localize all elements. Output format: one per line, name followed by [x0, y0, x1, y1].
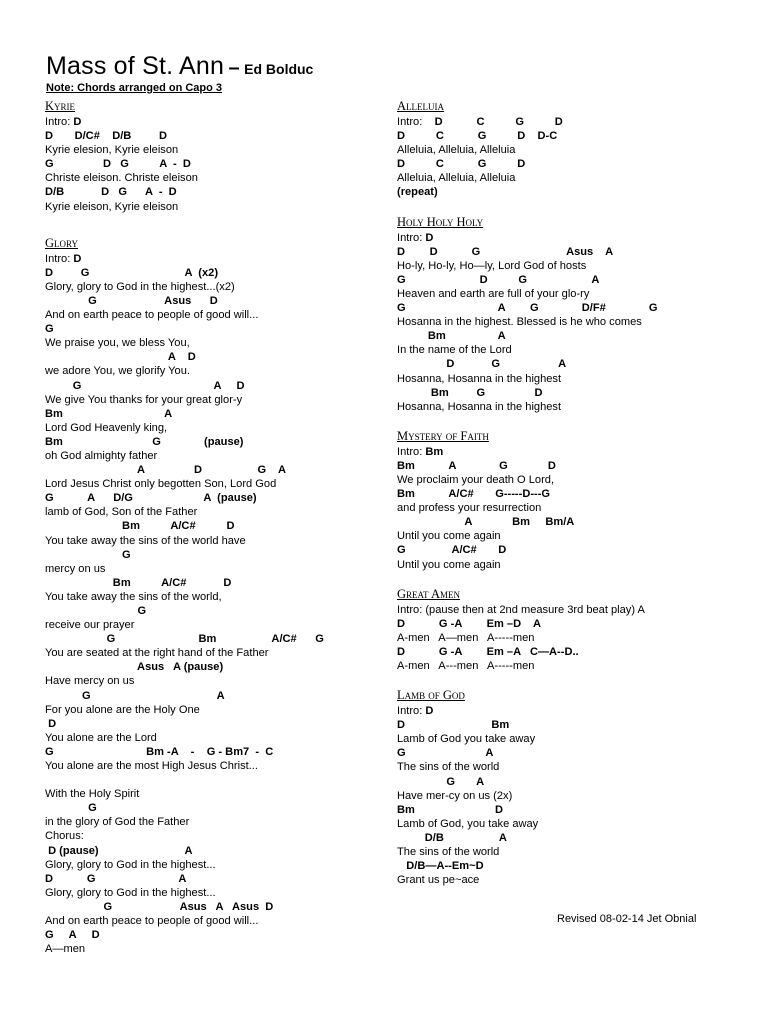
title-dash: – [228, 57, 240, 79]
chord-line: D Bm [397, 719, 510, 732]
kyrie-lines [45, 115, 385, 214]
lyric-line: Christe eleison. Christe eleison [45, 172, 198, 185]
chord-line: G [45, 802, 97, 815]
lyric-line: Hosanna, Hosanna in the highest [397, 372, 562, 385]
amen-lines [397, 617, 757, 673]
intro-chords: D [425, 231, 434, 244]
intro-line: Intro: Bm [397, 445, 444, 458]
lyric-line: And on earth peace to people of good will... [45, 914, 259, 927]
chord-line: G Bm A/C# G [45, 633, 324, 646]
chord-line: D D G Asus A [397, 245, 614, 258]
glory-heading: Glory [45, 235, 79, 250]
lyric-line: With the Holy Spirit [45, 788, 140, 801]
intro-line: Intro: D [45, 252, 82, 265]
lyric-line: lamb of God, Son of the Father [45, 506, 198, 519]
lyric-line: In the name of the Lord [397, 344, 512, 357]
chord-line: Asus A (pause) [45, 661, 224, 674]
chord-line: D/B A [397, 831, 507, 844]
chord-line: G D G A - D [45, 158, 191, 171]
intro-chords: D [73, 116, 82, 128]
chord-line: D (pause) A [45, 844, 193, 857]
lyric-line: You alone are the most High Jesus Christ... [45, 760, 258, 773]
intro-line: Intro: D [397, 705, 434, 718]
lyric-line: You take away the sins of the world have [45, 534, 246, 547]
mystery-section [397, 428, 757, 572]
intro-line: Intro: D [45, 116, 82, 128]
chord-line: D G A (x2) [45, 266, 219, 279]
lyric-line: We praise you, we bless You, [45, 337, 190, 350]
lyric-line: Kyrie eleison, Kyrie eleison [45, 200, 179, 213]
lyric-line: mercy on us [45, 562, 106, 575]
chord-line: A Bm Bm/A [397, 516, 575, 529]
amen-section [397, 586, 757, 673]
lyric-line: The sins of the world [397, 846, 500, 859]
lyric-line: oh God almighty father [45, 449, 158, 462]
lyric-line: Grant us pe~ace [397, 874, 480, 887]
chord-line: D D/C# D/B D [45, 130, 168, 143]
lyric-line: Glory, glory to God in the highest...(x2) [45, 280, 235, 293]
chord-line: G A [45, 689, 225, 702]
chord-line: Bm A/C# D [45, 520, 235, 533]
chord-line: G Asus A Asus D [45, 900, 274, 913]
lyric-line: Until you come again [397, 530, 501, 543]
lyric-line: Chorus: [45, 830, 84, 843]
lyric-line: Glory, glory to God in the highest... [45, 886, 216, 899]
chord-line: D G -A Em –A C—A--D.. [397, 645, 579, 658]
chord-line: D G A [397, 358, 567, 371]
lyric-line: Alleluia, Alleluia, Alleluia [397, 144, 516, 157]
lyric-line: A—men [45, 943, 86, 956]
chord-line: Bm D [397, 803, 504, 816]
mystery-lines [397, 445, 757, 572]
lyric-line: A-men A---men A-----men [397, 660, 535, 672]
lyric-line: You take away the sins of the world, [45, 590, 222, 603]
capo-note: Note: Chords arranged on Capo 3 [46, 82, 223, 94]
kyrie-heading: Kyrie [45, 99, 76, 113]
chord-line: Bm A/C# G-----D---G [397, 488, 551, 501]
lyric-line: Hosanna, Hosanna in the highest [397, 400, 562, 413]
lyric-line: and profess your resurrection [397, 502, 542, 515]
lyric-line: Lamb of God, you take away [397, 817, 539, 830]
lamb-lines [397, 704, 757, 887]
chord-line: D C G D D-C [397, 130, 558, 143]
right-column [397, 98, 757, 887]
intro-chords: D [73, 252, 82, 265]
kyrie-section [45, 98, 385, 214]
amen-heading: Great Amen [397, 586, 460, 601]
chord-line: D [45, 717, 57, 730]
chord-line: Bm A [397, 330, 506, 343]
intro-chords: D C G D [434, 116, 563, 128]
alleluia-section [397, 98, 757, 200]
lyric-line: (repeat) [397, 186, 438, 199]
chord-line: A D [45, 351, 196, 364]
alleluia-lines [397, 115, 757, 200]
lyric-line: Lamb of God you take away [397, 733, 536, 746]
lyric-line: You alone are the Lord [45, 731, 157, 744]
glory-chorus-lines [45, 787, 385, 956]
song-title: Mass of St. Ann [46, 52, 225, 80]
chord-line: Bm A [45, 407, 173, 420]
lyric-line: For you alone are the Holy One [45, 703, 200, 716]
lyric-line: A-men A—men A-----men [397, 631, 535, 644]
lyric-line: Hosanna in the highest. Blessed is he who comes [397, 316, 642, 329]
holy-heading: Holy Holy Holy [397, 214, 484, 229]
title-block [46, 52, 313, 81]
chord-line: D C G D [397, 158, 526, 171]
lyric-line: in the glory of God the Father [45, 816, 190, 829]
chord-line: A D G A [45, 464, 287, 477]
lyric-line: Alleluia, Alleluia, Alleluia [397, 172, 516, 185]
lamb-heading: Lamb of God [397, 688, 465, 703]
chord-line: G [45, 548, 131, 561]
author-name: Ed Bolduc [244, 61, 314, 77]
chord-line: Bm A G D [397, 459, 556, 472]
lyric-line: We proclaim your death O Lord, [397, 473, 555, 486]
lyric-line: Have mer-cy on us (2x) [397, 789, 513, 802]
revision-note: Revised 08-02-14 Jet Obnial [557, 913, 697, 925]
chord-line: G [45, 323, 54, 336]
lyric-line: Ho-ly, Ho-ly, Ho—ly, Lord God of hosts [397, 259, 587, 272]
holy-section [397, 214, 757, 414]
holy-lines [397, 231, 757, 414]
lyric-line: Have mercy on us [45, 675, 135, 688]
amen-intro: Intro: (pause then at 2nd measure 3rd beat play) A [397, 603, 645, 616]
lyric-line: You are seated at the right hand of the Father [45, 647, 269, 660]
chord-line: G A [397, 775, 485, 788]
lyric-line: Lord God Heavenly king, [45, 421, 168, 434]
chord-line: D G -A Em –D A [397, 617, 542, 630]
lyric-line: The sins of the world [397, 761, 500, 774]
lyric-line: Glory, glory to God in the highest... [45, 858, 216, 871]
lyric-line: Heaven and earth are full of your glo-ry [397, 287, 590, 300]
chord-line: Bm G (pause) [45, 435, 244, 448]
intro-line: Intro: D C G D [397, 116, 563, 128]
intro-chords: D [425, 705, 434, 718]
mystery-heading: Mystery of Faith [397, 428, 489, 443]
chord-line: G A D [45, 929, 100, 942]
chord-line: G D G A [397, 273, 600, 286]
chord-line: G A G D/F# G [397, 302, 658, 315]
lyric-line: And on earth peace to people of good will... [45, 309, 259, 322]
chord-line: D/B—A--Em~D [397, 860, 484, 873]
left-column [45, 98, 385, 956]
chord-line: Bm G D [397, 386, 543, 399]
alleluia-heading: Alleluia [397, 99, 445, 113]
chord-line: Bm A/C# D [45, 576, 232, 589]
lyric-line: we adore You, we glorify You. [45, 365, 190, 378]
chord-line: G A [397, 747, 494, 760]
lyric-line: receive our prayer [45, 619, 135, 632]
chord-line: G A D/G A (pause) [45, 492, 257, 505]
lyric-line: Until you come again [397, 558, 501, 571]
glory-lines [45, 252, 385, 773]
intro-line: Intro: D [397, 231, 434, 244]
chord-line: D/B D G A - D [45, 186, 177, 199]
lyric-line: We give You thanks for your great glor-y [45, 393, 243, 406]
chord-line: D G A [45, 872, 187, 885]
chord-line: G A/C# D [397, 544, 507, 557]
chord-line: G [45, 605, 147, 617]
lamb-section [397, 687, 757, 887]
chord-line: G Asus D [45, 294, 218, 307]
glory-section [45, 235, 385, 957]
lyric-line: Kyrie elesion, Kyrie eleison [45, 144, 179, 157]
lyric-line: Lord Jesus Christ only begotten Son, Lord God [45, 478, 277, 491]
chord-line: G A D [45, 379, 245, 392]
chord-line: G Bm -A - G - Bm7 - C [45, 745, 274, 758]
intro-chords: Bm [425, 445, 444, 458]
